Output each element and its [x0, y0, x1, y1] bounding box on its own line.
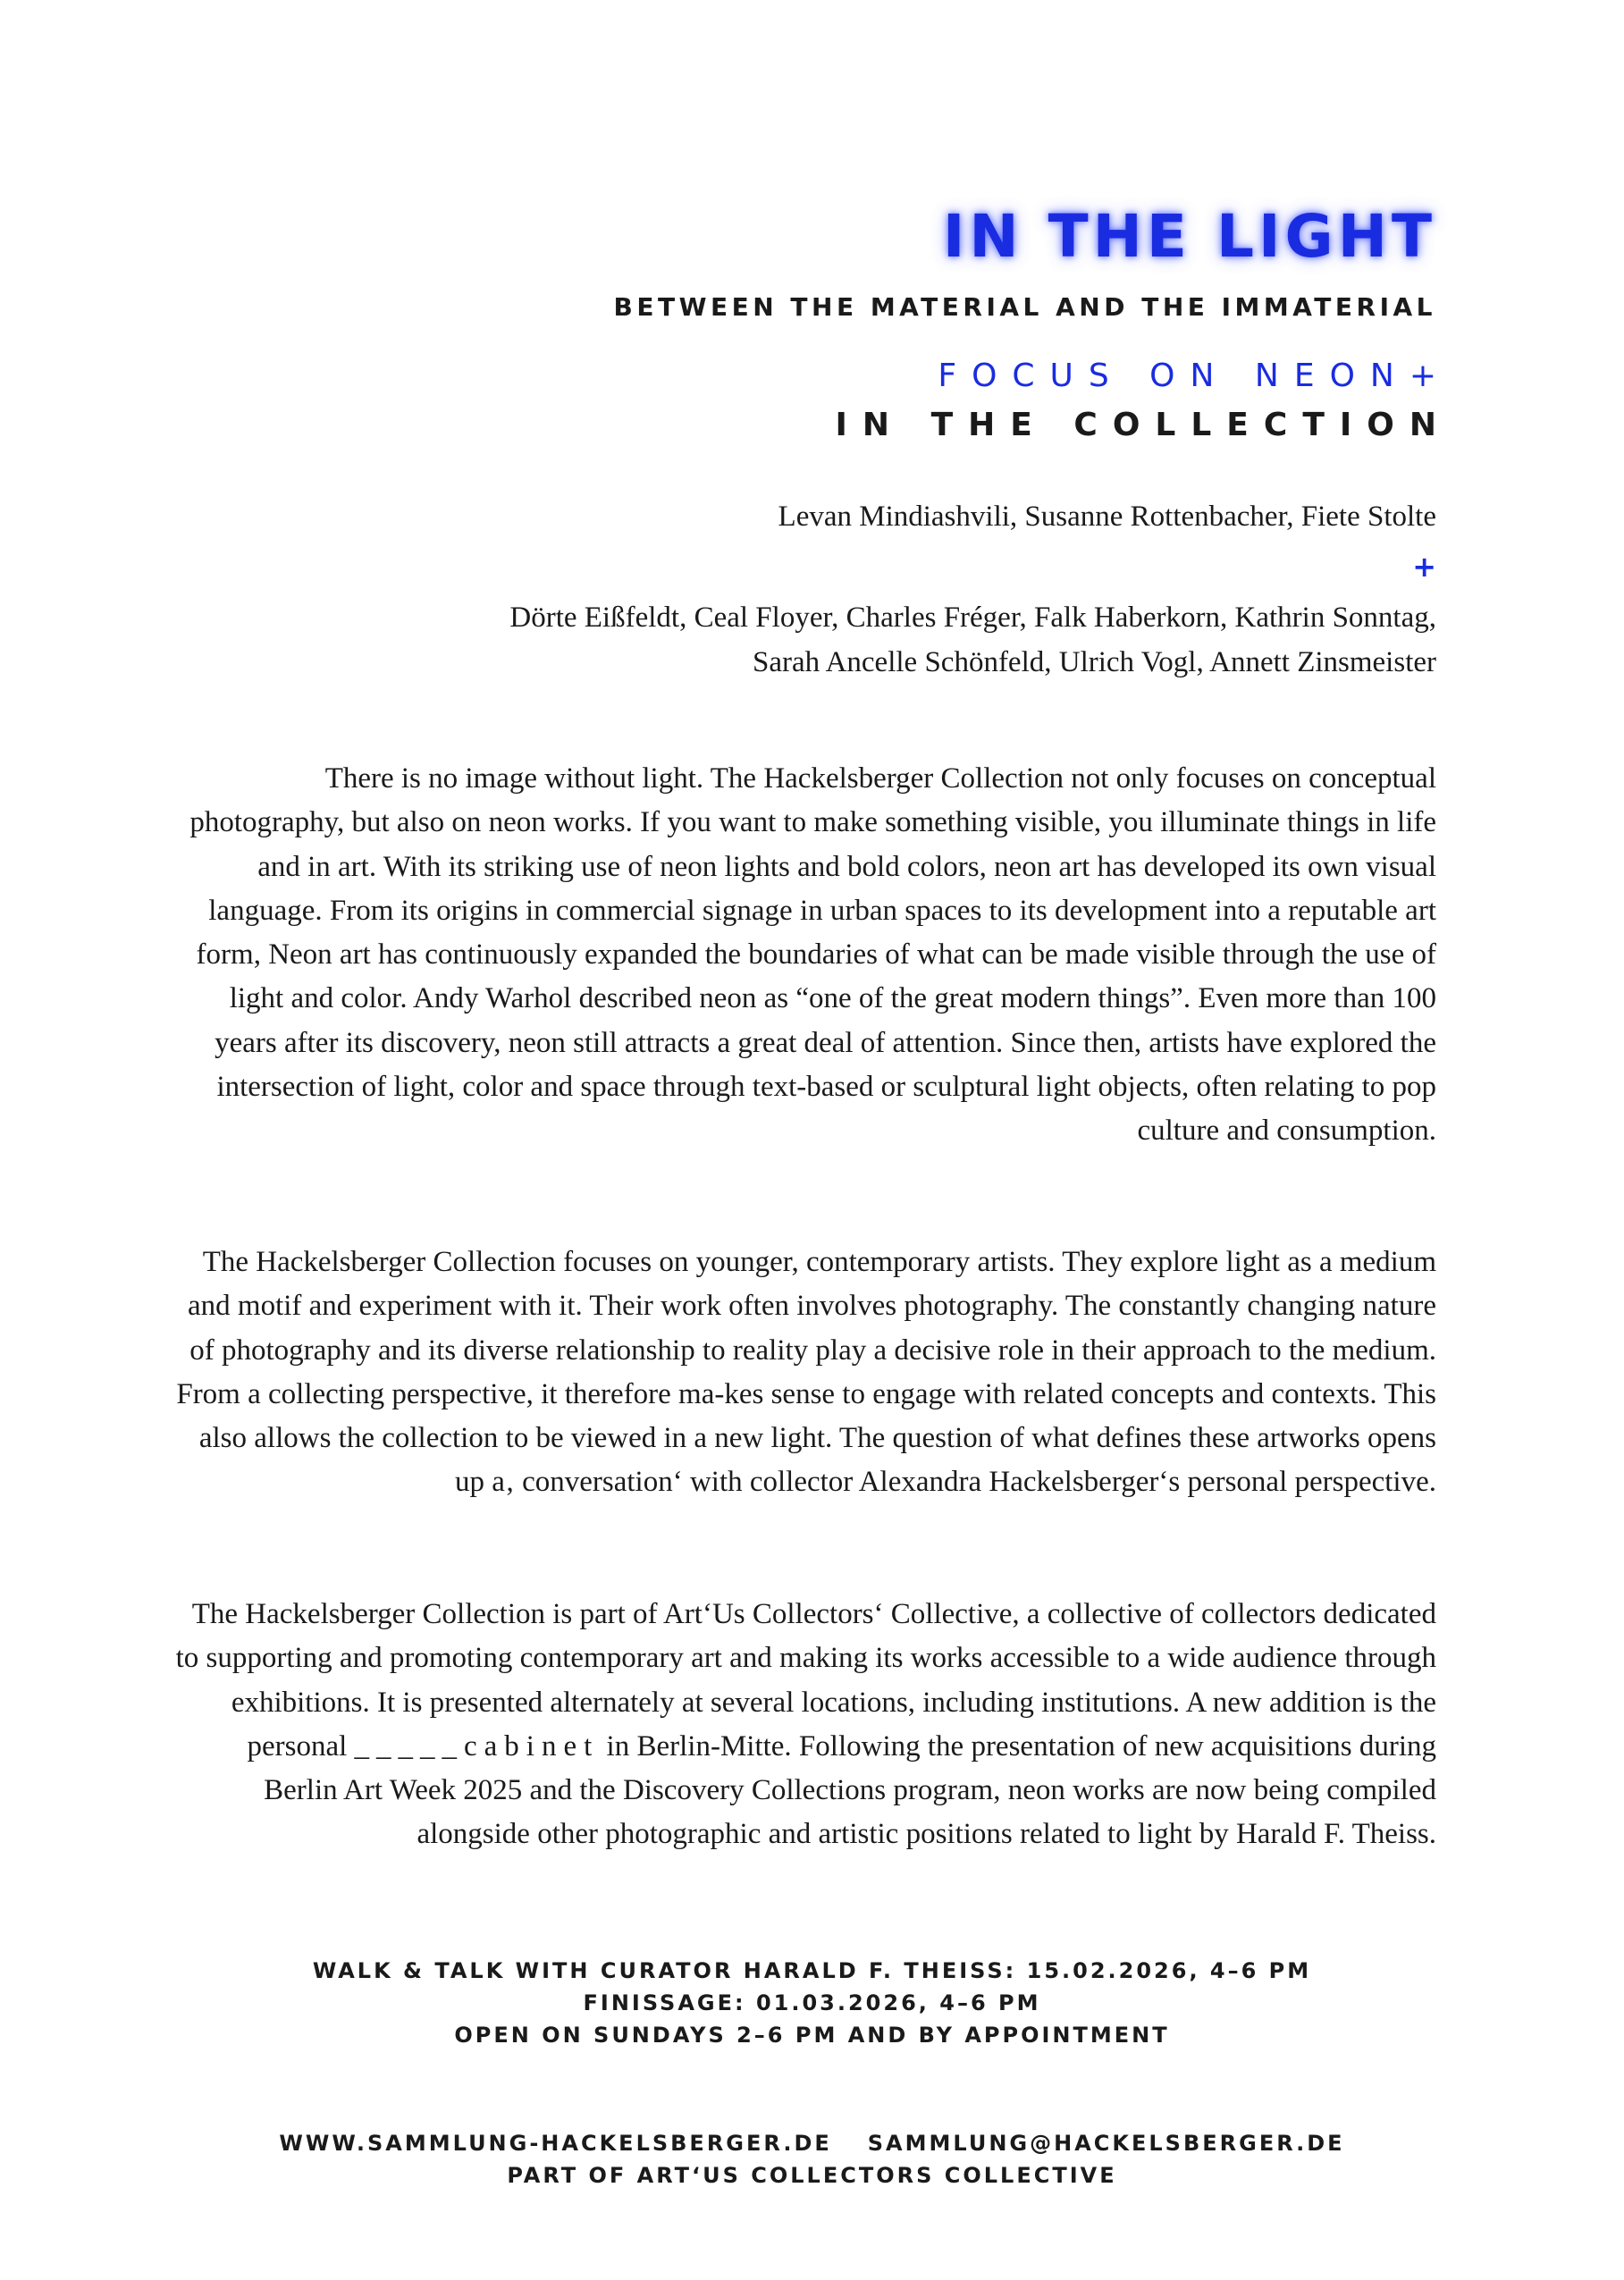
event-info — [0, 1955, 1624, 2051]
additional-artists-line-1: Dörte Eißfeldt, Ceal Floyer, Charles Fréger, Falk Haberkorn, Kathrin Sonntag, — [509, 602, 1436, 634]
collection-heading: IN THE COLLECTION — [835, 407, 1452, 443]
walk-talk-date: WALK & TALK WITH CURATOR HARALD F. THEISS: 15.02.2026, 4–6 PM — [312, 1958, 1312, 1983]
website-link[interactable]: WWW.SAMMLUNG-HACKELSBERGER.DE — [279, 2131, 832, 2156]
contact-info — [0, 2127, 1624, 2192]
finissage-date: FINISSAGE: 01.03.2026, 4–6 PM — [583, 1990, 1041, 2015]
contact-line — [0, 2127, 1624, 2159]
page-subtitle: BETWEEN THE MATERIAL AND THE IMMATERIAL — [613, 292, 1436, 322]
cabinet-name: _____cabinet — [354, 1729, 600, 1763]
page-title: IN THE LIGHT — [942, 202, 1436, 271]
additional-artists — [509, 595, 1436, 685]
paragraph-3-start: The Hackelsberger Collection is part of Art‘Us Collectors‘ Collective, a collective of collectors dedicated to supporting and promoting contemporary art and making its works accessible to a wide audience through exhibitions. It is presented alternately at several locations, including institutions. A new addition is the personal — [175, 1598, 1436, 1763]
body-paragraph-1: There is no image without light. The Hackelsberger Collection not only focuses on conceptual photography, but also on neon works. If you want to make something visible, you illuminate things in life and in art. With its striking use of neon lights and bold colors, neon art has developed its own visual language. From its origins in commercial signage in urban spaces to its development into a reputable art form, Neon art has continuously expanded the boundaries of what can be made visible through the use of light and color. Andy Warhol described neon as “one of the great modern things”. Even more than 100 years after its discovery, neon still attracts a great deal of attention. Since then, artists have explored the intersection of light, color and space through text-based or sculptural light objects, often relating to pop culture and consumption. — [189, 762, 1436, 1148]
paragraph-3-end: in Berlin-Mitte. Following the presentation of new acquisitions during Berlin Art Week 2025 and the Discovery Collections program, neon works are now being compiled alongside other photographic and artistic positions related to light by Harald F. Theiss. — [264, 1729, 1436, 1851]
body-paragraph-2: The Hackelsberger Collection focuses on younger, contemporary artists. They explore light as a medium and motif and experiment with it. Their work often involves photography. The constantly changing nature of photography and its diverse relationship to reality play a decisive role in their approach to the medium. From a collecting perspective, it therefore ma-kes sense to engage with related concepts and contexts. This also allows the collection to be viewed in a new light. The question of what defines these artworks opens up a‚ conversation‘ with collector Alexandra Hackelsberger‘s personal perspective. — [176, 1246, 1436, 1499]
email-link[interactable]: SAMMLUNG@HACKELSBERGER.DE — [867, 2131, 1345, 2156]
opening-hours: OPEN ON SUNDAYS 2–6 PM AND BY APPOINTMENT — [454, 2023, 1170, 2048]
plus-sign: + — [1412, 550, 1436, 584]
focus-heading: FOCUS ON NEON+ — [938, 358, 1452, 394]
additional-artists-line-2: Sarah Ancelle Schönfeld, Ulrich Vogl, Annett Zinsmeister — [753, 646, 1436, 678]
body-paragraph-3 — [167, 1593, 1436, 1857]
main-artists: Levan Mindiashvili, Susanne Rottenbacher, Fiete Stolte — [778, 501, 1436, 533]
collective-note: PART OF ART‘US COLLECTORS COLLECTIVE — [507, 2163, 1117, 2188]
